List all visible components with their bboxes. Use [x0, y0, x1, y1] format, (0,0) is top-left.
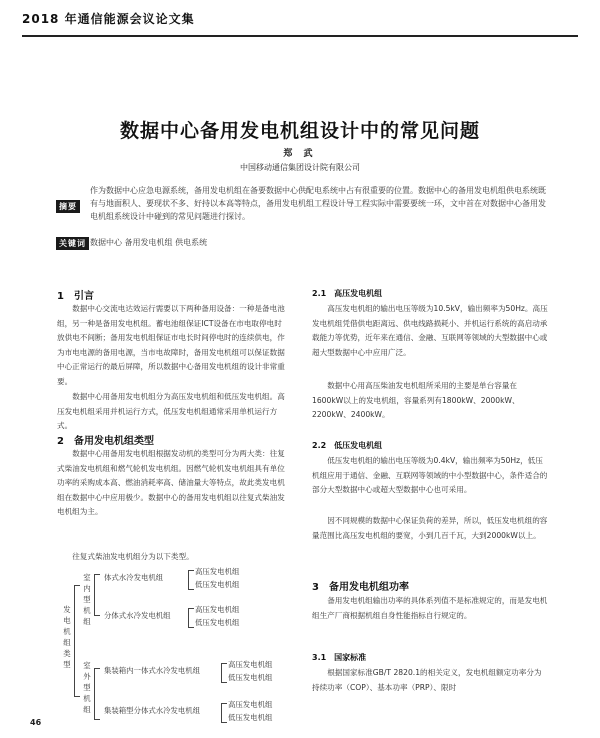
keywords-text: 数据中心 备用发电机组 供电系统: [90, 238, 208, 247]
section-1-para-1: 数据中心交流电达效运行需要以下两种备用设备：一种是备电池组，另一种是备用发电机组。蓄电池组保证ICT设备在市电取停电时放供电不间断；备用发电机组保证市电长时间停电时的连续供电，作为市电电源的备用电源，当市电故障时，备用发电机组可以保证数据中心正常运行的最后屏障，所以数据中心备用发电机组的设计非常重要。: [57, 304, 285, 386]
section-2-1-heading: 2.1 高压发电机组: [312, 289, 383, 298]
section-2-2-para-2: 因不同规模的数据中心保证负荷的差异，所以，低压发电机组的容量范围比高压发电机组的要宽，小到几百千瓦，大到2000kW以上。: [312, 516, 548, 540]
section-3-1-heading: 3.1 国家标准: [312, 653, 367, 662]
tree-branch-3-hv: 高压发电机组: [228, 660, 273, 669]
tree-root-bracket: [74, 585, 80, 697]
section-3-heading: 3 备用发电机组功率: [312, 582, 409, 593]
tree-branch-2-lv: 低压发电机组: [195, 618, 240, 627]
section-2-1-para-1: 高压发电机组的输出电压等级为10.5kV，输出频率为50Hz。高压发电机组凭借供电距离远、供电线路损耗小、并机运行系统的高启动承载能力等优势，近年来在通信、金融、互联网等领域的大型数据中心或超大型数据中心中应用广泛。: [312, 304, 548, 357]
section-1-para-2: 数据中心用备用发电机组分为高压发电机组和低压发电机组。高压发电机组采用并机运行方式，低压发电机组通常采用单机运行方式。: [57, 392, 285, 431]
tree-root: 发电机组类型: [63, 605, 71, 669]
section-3-para-1: 备用发电机组输出功率的具体系列值不是标准规定的，而是发电机组生产厂商根据机组自身性能指标自行规定的。: [312, 596, 548, 620]
section-2-1-para-2: 数据中心用高压柴油发电机组所采用的主要是单台容量在1600kW以上的发电机组，容量系列有1800kW、2000kW、2200kW、2400kW。: [312, 381, 520, 420]
section-1-heading: 1 引言: [57, 291, 94, 302]
tree-branch-1-lv: 低压发电机组: [195, 580, 240, 589]
tree-outdoor-bracket: [94, 668, 100, 720]
section-2-para-2: 往复式柴油发电机组分为以下类型。: [72, 552, 194, 561]
section-3-1-para-1: 根据国家标准GB/T 2820.1的相关定义，发电机组额定功率分为持续功率（COP）、基本功率（PRP）、限时: [312, 668, 542, 692]
tree-branch-2-hv: 高压发电机组: [195, 605, 240, 614]
tree-branch-4: 集装箱型分体式水冷发电机组: [104, 706, 201, 715]
generator-type-tree: [58, 568, 293, 738]
tree-branch-1: 体式水冷发电机组: [104, 573, 164, 582]
tree-outdoor: 室外型机组: [83, 661, 91, 714]
author: 郑 武: [283, 149, 317, 159]
paper-title: 数据中心备用发电机组设计中的常见问题: [119, 120, 480, 142]
tree-branch-4-hv: 高压发电机组: [228, 700, 273, 709]
page-number: 46: [30, 718, 42, 727]
tree-branch-3: 集装箱内一体式水冷发电机组: [104, 666, 201, 675]
section-2-para-1: 数据中心用备用发电机组根据发动机的类型可分为两大类：往复式柴油发电机组和燃气轮机发电机组。因燃气轮机发电机组具有单位功率的采购成本高、燃油消耗率高、储油量大等特点，故此类发电机组在数据中心中应用极少。数据中心的备用发电机组以往复式柴油发电机组为主。: [57, 449, 285, 517]
tree-branch-4-lv: 低压发电机组: [228, 713, 273, 722]
abstract-text: 作为数据中心应急电源系统，备用发电机组在备要数据中心供配电系统中占有很重要的位置。数据中心的备用发电机组供电系统既有与地面积人、要现状不多、好持以本高等特点，备用发电机组工程设计导工程实际中需要要统一环，文中首在对数据中心备用发电机组系统设计中碰到的常见问题进行探讨。: [90, 186, 546, 221]
tree-branch-1-hv: 高压发电机组: [195, 567, 240, 576]
section-2-heading: 2 备用发电机组类型: [57, 436, 154, 447]
tree-indoor: 室内型机组: [83, 573, 91, 626]
abstract-tag: 摘要: [56, 200, 80, 213]
tree-branch-2: 分体式水冷发电机组: [104, 611, 171, 620]
keywords-tag: 关键词: [56, 237, 89, 250]
header-rule: [22, 35, 578, 37]
section-2-2-heading: 2.2 低压发电机组: [312, 441, 383, 450]
section-2-2-para-1: 低压发电机组的输出电压等级为0.4kV，输出频率为50Hz，低压机组应用于通信、金融、互联网等领域的中小型数据中心，条件适合的部分大型数据中心或超大型数据中心也可采用。: [312, 456, 548, 495]
running-header: 2018 年通信能源会议论文集: [22, 12, 195, 26]
tree-branch-3-lv: 低压发电机组: [228, 673, 273, 682]
tree-indoor-bracket: [94, 574, 100, 616]
affiliation: 中国移动通信集团设计院有限公司: [240, 163, 360, 172]
